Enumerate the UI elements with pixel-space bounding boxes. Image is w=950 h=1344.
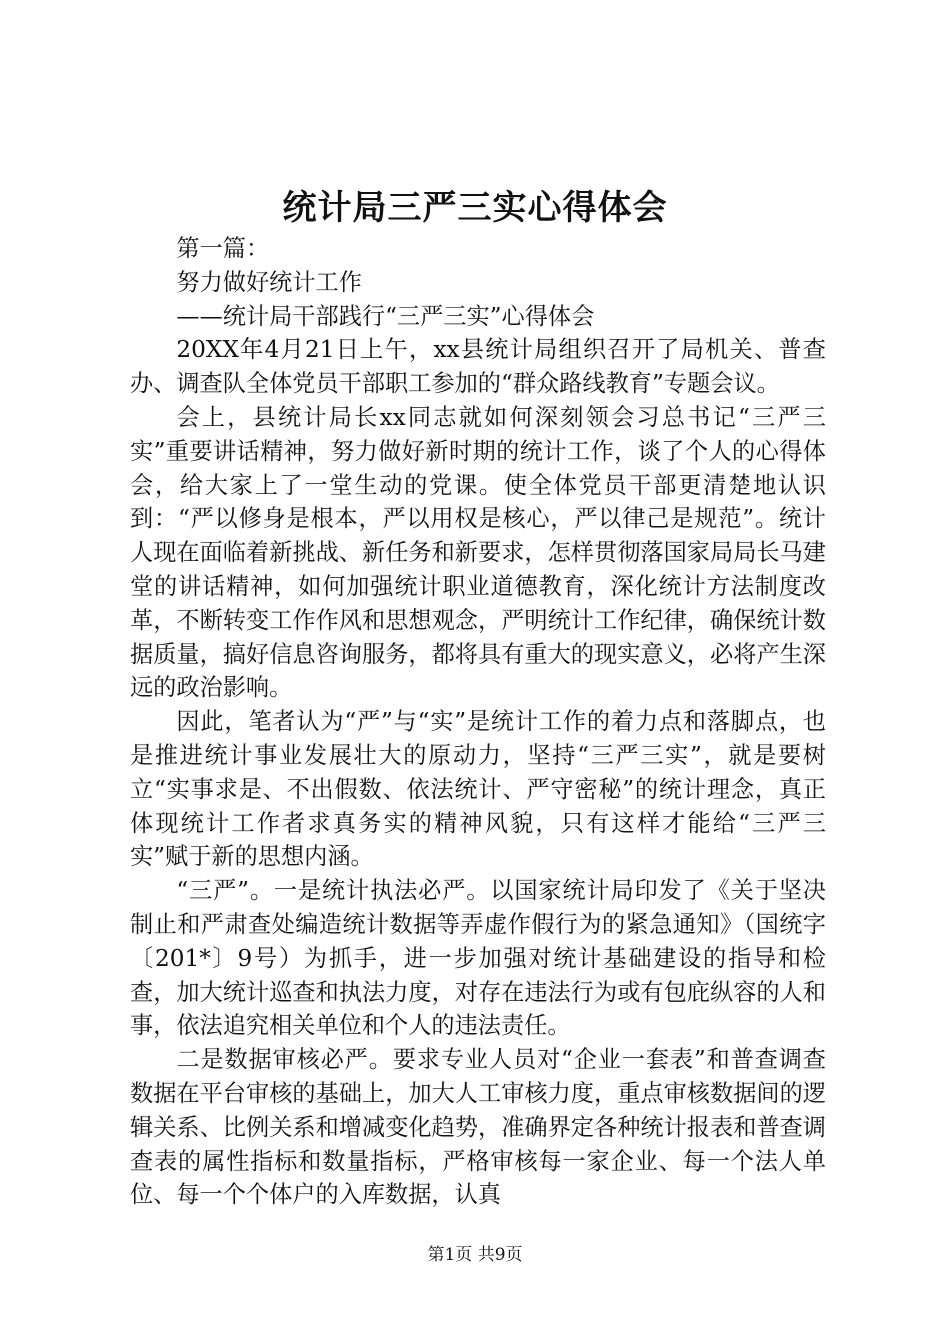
document-body (130, 232, 826, 1212)
paragraph-5: 二是数据审核必严。要求专业人员对“企业一套表”和普查调查数据在平台审核的基础上，加大人工审核力度，重点审核数据间的逻辑关系、比例关系和增减变化趋势，准确界定各种统计报表和普查调查表的属性指标和数量指标，严格审核每一家企业、每一个法人单位、每一个个体户的入库数据，认真 (130, 1046, 826, 1209)
paragraph-3: 因此，笔者认为“严”与“实”是统计工作的着力点和落脚点，也是推进统计事业发展壮大的原动力，坚持“三严三实”，就是要树立“实事求是、不出假数、依法统计、严守密秘”的统计理念，真正体现统计工作者求真务实的精神风貌，只有这样才能给“三严三实”赋于新的思想内涵。 (130, 708, 826, 871)
paragraph-1: 20XX年4月21日上午，xx县统计局组织召开了局机关、普查办、调查队全体党员干部职工参加的“群众路线教育”专题会议。 (130, 336, 826, 398)
article-subheading: ——统计局干部践行“三严三实”心得体会 (176, 302, 595, 330)
section-label: 第一篇： (176, 235, 270, 262)
paragraph-2: 会上，县统计局长xx同志就如何深刻领会习总书记“三严三实”重要讲话精神，努力做好新时期的统计工作，谈了个人的心得体会，给大家上了一堂生动的党课。使全体党员干部更清楚地认识到：“严以修身是根本，严以用权是核心，严以律己是规范”。统计人现在面临着新挑战、新任务和新要求，怎样贯彻落国家局局长马建堂的讲话精神，如何加强统计职业道德教育，深化统计方法制度改革，不断转变工作作风和思想观念，严明统计工作纪律，确保统计数据质量，搞好信息咨询服务，都将具有重大的现实意义，必将产生深远的政治影响。 (130, 403, 826, 702)
paragraph-4: “三严”。一是统计执法必严。以国家统计局印发了《关于坚决制止和严肃查处编造统计数据等弄虚作假行为的紧急通知》（国统字〔201*〕9号）为抓手，进一步加强对统计基础建设的指导和检查，加大统计巡查和执法力度，对存在违法行为或有包庇纵容的人和事，依法追究相关单位和个人的违法责任。 (130, 877, 826, 1040)
article-heading: 努力做好统计工作 (176, 268, 362, 296)
page-footer: 第1页 共9页 (427, 1245, 523, 1265)
document-title: 统计局三严三实心得体会 (282, 188, 668, 228)
